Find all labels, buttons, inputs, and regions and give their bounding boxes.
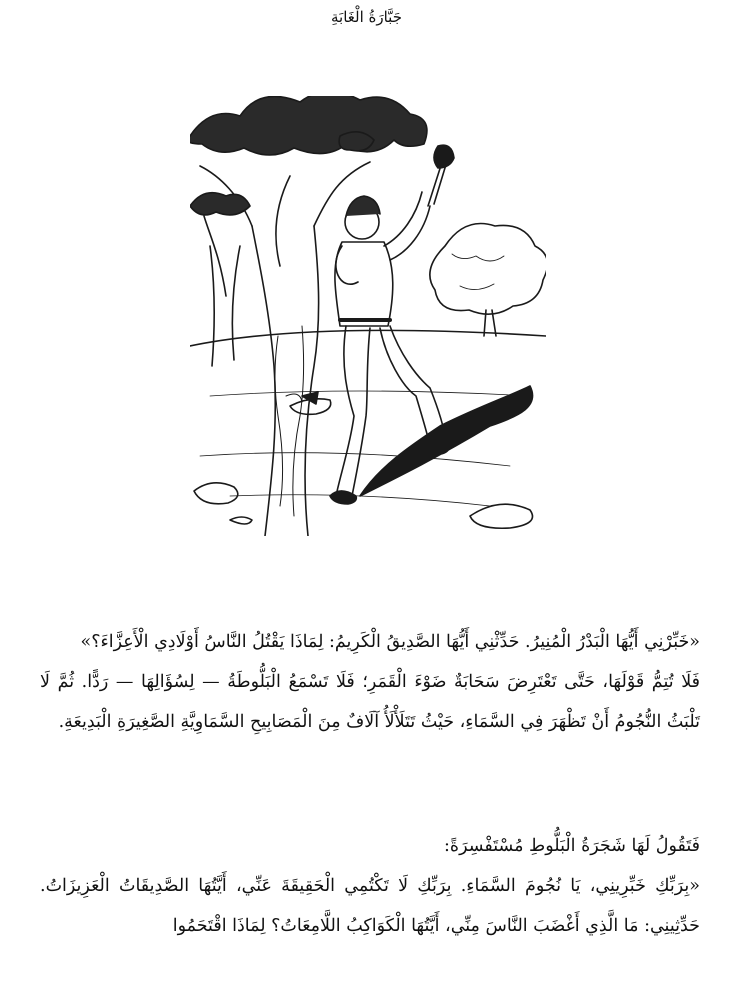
running-header: جَبَّارَةُ الْغَابَةِ [330, 8, 402, 26]
text-block-upper [40, 622, 700, 742]
text-block-lower [40, 826, 700, 946]
woodcutter-chopping-tree-illustration [190, 96, 546, 536]
paragraph-cloud-and-stars: فَلَا تُتِمُّ قَوْلَهَا، حَتَّى تَعْتَرِضَ سَحَابَةٌ ضَوْءَ الْقَمَرِ؛ فَلَا تَسْمَعُ الْبَلُّوطَةُ — لِسُؤَالِهَا — رَدًّا. ثُمَّ لَا تَلْبَثُ النُّجُومُ أَنْ تَظْهَرَ فِي السَّمَاءِ، حَيْثُ تَتَلَأْلَأُ آلَافٌ مِنَ الْمَصَابِيحِ السَّمَاوِيَّةِ الصَّغِيرَةِ الْبَدِيعَةِ. [40, 672, 700, 732]
paragraph-oak-question-to-stars: «بِرَبِّكِ خَبِّرِينِي، يَا نُجُومَ السَّمَاءِ. بِرَبِّكِ لَا تَكْتُمِي الْحَقِيقَةَ عَنِّي، أَيَّتُهَا الصَّدِيقَاتُ الْعَزِيزَاتُ. حَدِّثِينِي: مَا الَّذِي أَغْضَبَ النَّاسَ مِنِّي، أَيَّتُهَا الْكَوَاكِبُ اللَّامِعَاتُ؟ لِمَاذَا اقْتَحَمُوا [40, 876, 700, 936]
paragraph-oak-asks: فَتَقُولُ لَهَا شَجَرَةُ الْبَلُّوطِ مُسْتَفْسِرَةً: [444, 836, 700, 856]
paragraph-oak-question-to-moon: «خَبِّرْنِي أَيُّهَا الْبَدْرُ الْمُنِيرُ. حَدِّثْنِي أَيُّهَا الصَّدِيقُ الْكَرِيمُ: لِمَاذَا يَقْتُلُ النَّاسُ أَوْلَادِي الْأَعِزَّاءَ؟» [80, 632, 700, 652]
